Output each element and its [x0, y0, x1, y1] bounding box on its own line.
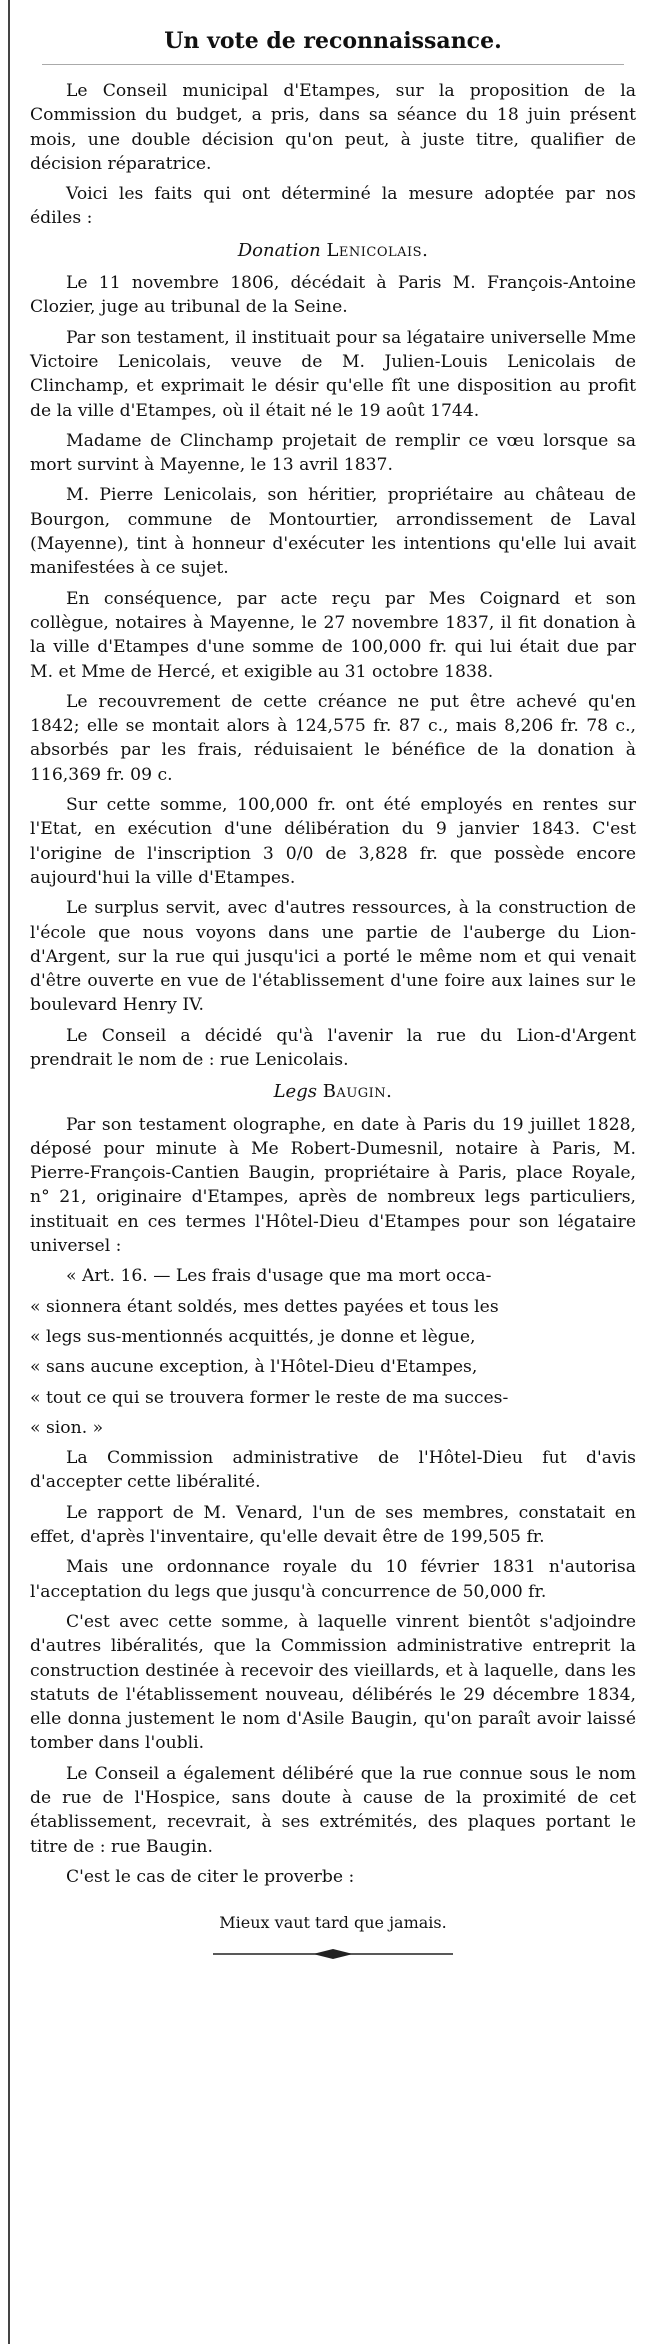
paragraph: Le 11 novembre 1806, décédait à Paris M. François-Antoine Clozier, juge au tribunal de la Seine. [30, 273, 636, 318]
quote-line: « sans aucune exception, à l'Hôtel-Dieu d'Etampes, [30, 1357, 478, 1378]
paragraph: C'est avec cette somme, à laquelle vinrent bientôt s'adjoindre d'autres libéralités, que la Commission administrative entreprit la construction destinée à recevoir des vieillards, et à laquelle, dans les statuts de l'établissement nouveau, délibérés le 29 décembre 1834, elle donna justement le nom d'Asile Baugin, qu'on paraît avoir laissé tomber dans l'oubli. [30, 1611, 636, 1754]
paragraph: M. Pierre Lenicolais, son héritier, propriétaire au château de Bourgon, commune de Montourtier, arrondissement de Laval (Mayenne), tint à honneur d'exécuter les intentions qu'elle lui avait manifestées à ce sujet. [30, 485, 636, 579]
intro-paragraph: Le Conseil municipal d'Etampes, sur la proposition de la Commission du budget, a pris, dans sa séance du 18 juin présent mois, une double décision qu'on peut, à juste titre, qualifier de décision réparatrice. [30, 81, 636, 174]
paragraph: La Commission administrative de l'Hôtel-Dieu fut d'avis d'accepter cette libéralité. [30, 1448, 636, 1493]
heading-name: Lenicolais. [326, 239, 429, 261]
paragraph: Le surplus servit, avec d'autres ressources, à la construction de l'école que nous voyons dans une partie de l'auberge du Lion-d'Argent, sur la rue qui jusqu'ici a porté le même nom et qui venait d'être ouverte en vue de l'établissement d'une foire aux laines sur le boulevard Henry IV. [30, 898, 636, 1016]
paragraph: En conséquence, par acte reçu par Mes Coignard et son collègue, notaires à Mayenne, le 27 novembre 1837, il fit donation à la ville d'Etampes d'une somme de 100,000 fr. qui lui était due par M. et Mme de Hercé, et exigible au 31 octobre 1838. [30, 588, 636, 682]
paragraph: Le Conseil a également délibéré que la rue connue sous le nom de rue de l'Hospice, sans doute à cause de la proximité de cet établissement, recevrait, à ses extrémités, des plaques portant le titre de : rue Baugin. [30, 1763, 636, 1857]
heading-name: Baugin. [322, 1081, 393, 1103]
quote-line: « tout ce qui se trouvera former le reste de ma succes- [30, 1387, 509, 1408]
column-rule [8, 0, 10, 2344]
title-underline [42, 64, 624, 65]
paragraph: Mais une ordonnance royale du 10 février 1831 n'autorisa l'acceptation du legs que jusqu'à concurrence de 50,000 fr. [30, 1557, 636, 1602]
article-title: Un vote de reconnaissance. [164, 28, 502, 54]
section-heading-baugin [30, 1080, 636, 1104]
end-ornament-rule [203, 1947, 463, 1961]
paragraph: Le rapport de M. Venard, l'un de ses membres, constatait en effet, d'après l'inventaire, qu'elle devait être de 199,505 fr. [30, 1502, 636, 1548]
paragraph: Le recouvrement de cette créance ne put être achevé qu'en 1842; elle se montait alors à 124,575 fr. 87 c., mais 8,206 fr. 78 c., absorbés par les frais, réduisaient le bénéfice de la donation à 116,369 fr. 09 c. [30, 691, 636, 785]
quote-line: « sionnera étant soldés, mes dettes payées et tous les [30, 1296, 499, 1317]
paragraph: Par son testament olographe, en date à Paris du 19 juillet 1828, déposé pour minute à Me Robert-Dumesnil, notaire à Paris, M. Pierre-François-Cantien Baugin, propriétaire à Paris, place Royale, n° 21, originaire d'Etampes, après de nombreux legs particuliers, instituait en ces termes l'Hôtel-Dieu d'Etampes pour son légataire universel : [30, 1114, 636, 1257]
paragraph: C'est le cas de citer le proverbe : [66, 1866, 355, 1887]
paragraph: Madame de Clinchamp projetait de remplir ce vœu lorsque sa mort survint à Mayenne, le 13 avril 1837. [30, 430, 636, 476]
proverb: Mieux vaut tard que jamais. [219, 1913, 447, 1933]
paragraph: Par son testament, il instituait pour sa légataire universelle Mme Victoire Lenicolais, veuve de M. Julien-Louis Lenicolais de Clinchamp, et exprimait le désir qu'elle fît une disposition au profit de la ville d'Etampes, où il était né le 19 août 1744. [30, 327, 636, 421]
section-heading-lenicolais [30, 239, 636, 263]
quote-line: « legs sus-mentionnés acquittés, je donne et lègue, [30, 1326, 476, 1347]
paragraph: Sur cette somme, 100,000 fr. ont été employés en rentes sur l'Etat, en exécution d'une délibération du 9 janvier 1843. C'est l'origine de l'inscription 3 0/0 de 3,828 fr. que possède encore aujourd'hui la ville d'Etampes. [30, 795, 636, 888]
quote-line: « sion. » [30, 1417, 104, 1438]
article-column [30, 28, 636, 1961]
paragraph: Le Conseil a décidé qu'à l'avenir la rue du Lion-d'Argent prendrait le nom de : rue Lenicolais. [30, 1025, 636, 1070]
intro-paragraph: Voici les faits qui ont déterminé la mesure adoptée par nos édiles : [30, 184, 636, 229]
testament-quote [30, 1264, 636, 1440]
heading-italic: Legs [273, 1081, 317, 1103]
heading-italic: Donation [237, 239, 321, 261]
quote-line: « Art. 16. — Les frais d'usage que ma mort occa- [66, 1266, 492, 1287]
